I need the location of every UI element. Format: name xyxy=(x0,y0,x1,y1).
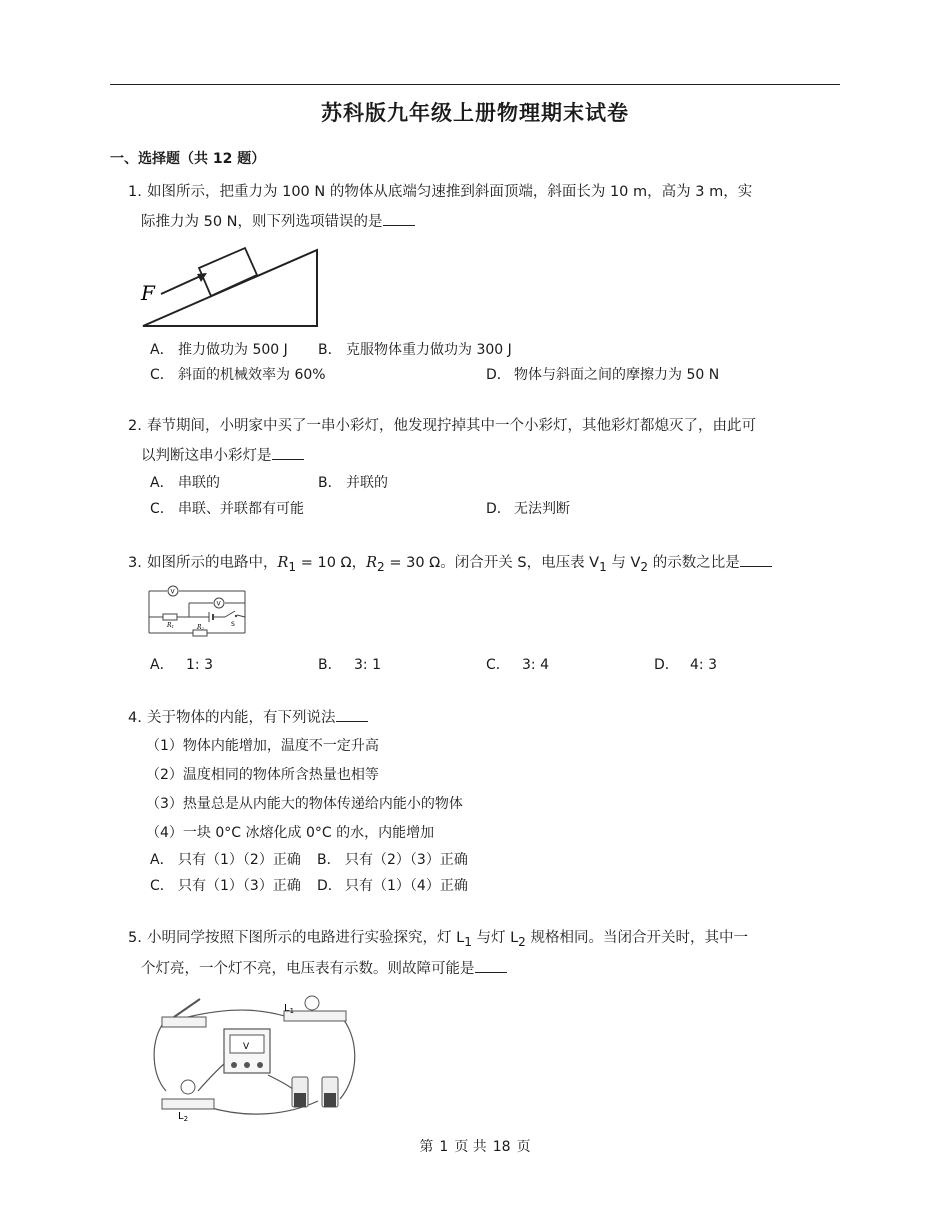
meter-label: V xyxy=(216,600,221,608)
force-label: F xyxy=(141,281,155,305)
answer-blank xyxy=(383,210,415,226)
question-2-line-1 xyxy=(128,415,756,437)
option-letter: D． xyxy=(486,367,511,383)
option-text: 1: 3 xyxy=(186,657,213,673)
question-number: 1. xyxy=(128,184,142,200)
question-text: 以判断这串小彩灯是 xyxy=(141,448,272,464)
question-text: 春节期间，小明家中买了一串小彩灯，他发现拧掉其中一个小彩灯，其他彩灯都熄灭了，由此可 xyxy=(147,418,756,434)
option-a[interactable] xyxy=(150,473,220,493)
option-letter: D． xyxy=(486,501,511,517)
question-text: 个灯亮，一个灯不亮，电压表有示数。则故障可能是 xyxy=(141,961,475,977)
option-text: 只有（1）（3）正确 xyxy=(178,878,301,894)
option-letter: B． xyxy=(318,475,342,491)
option-letter: C． xyxy=(150,367,174,383)
statement-2: （2）温度相同的物体所含热量也相等 xyxy=(146,767,379,783)
terminal-icon xyxy=(257,1062,263,1068)
question-text: 与 V xyxy=(606,555,641,571)
r2-subscript: 2 xyxy=(377,559,385,574)
option-text: 串联的 xyxy=(178,475,220,491)
switch-label: S xyxy=(231,621,235,628)
question-number: 5. xyxy=(128,930,142,946)
header-rule xyxy=(110,84,840,85)
option-letter: B． xyxy=(318,657,342,673)
question-2-line-2 xyxy=(141,444,304,467)
question-number: 4. xyxy=(128,710,142,726)
option-text: 3: 4 xyxy=(522,657,549,673)
option-c[interactable] xyxy=(150,365,326,385)
option-d[interactable] xyxy=(317,876,468,896)
page-footer xyxy=(0,1136,950,1156)
option-b[interactable] xyxy=(318,340,512,360)
question-1-line-1 xyxy=(128,181,752,203)
r1-subscript: 1 xyxy=(288,559,297,574)
option-text: 4: 3 xyxy=(690,657,717,673)
option-b[interactable] xyxy=(318,473,388,493)
option-letter: B． xyxy=(317,852,341,868)
footer-suffix: 页 xyxy=(516,1139,531,1155)
option-letter: C． xyxy=(486,657,510,673)
option-text: 推力做功为 500 J xyxy=(178,342,288,358)
option-text: 无法判断 xyxy=(514,501,570,517)
voltmeter-label: V xyxy=(243,1042,250,1052)
question-text: 。闭合开关 S，电压表 V xyxy=(440,555,600,571)
section-heading: 一、选择题（共 12 题） xyxy=(110,151,266,167)
circuit-diagram-1 xyxy=(147,585,249,641)
question-text: 关于物体的内能，有下列说法 xyxy=(147,710,336,726)
option-letter: A． xyxy=(150,657,174,673)
option-b[interactable] xyxy=(317,850,468,870)
question-number: 3. xyxy=(128,555,142,571)
option-text: 物体与斜面之间的摩擦力为 50 N xyxy=(514,367,720,383)
option-letter: A． xyxy=(150,852,174,868)
question-text: 如图所示的电路中， xyxy=(147,555,278,571)
document-title: 苏科版九年级上册物理期末试卷 xyxy=(321,101,629,125)
question-text: 规格相同。当闭合开关时，其中一 xyxy=(525,930,748,946)
r2-label: R2 xyxy=(197,624,205,631)
answer-blank xyxy=(272,444,304,460)
l1-label: $L_1$ xyxy=(284,1003,295,1015)
question-text: 小明同学按照下图所示的电路进行实验探究，灯 L xyxy=(147,930,465,946)
question-3-line-1 xyxy=(128,551,772,578)
option-letter: C． xyxy=(150,501,174,517)
option-a[interactable] xyxy=(150,340,288,360)
statement-4: （4）一块 0°C 冰熔化成 0°C 的水，内能增加 xyxy=(146,825,435,841)
switch-icon xyxy=(225,611,235,617)
total-pages: 18 xyxy=(492,1139,511,1155)
option-text: 3: 1 xyxy=(354,657,381,673)
current-page: 1 xyxy=(439,1139,449,1155)
question-text: 的示数之比是 xyxy=(648,555,740,571)
footer-prefix: 第 xyxy=(419,1139,434,1155)
question-number: 2. xyxy=(128,418,142,434)
block-on-incline xyxy=(199,248,257,296)
option-letter: B． xyxy=(318,342,342,358)
l1-subscript: 1 xyxy=(464,934,472,949)
option-b[interactable] xyxy=(318,655,381,675)
question-4-line-1 xyxy=(128,706,368,729)
option-text: 串联、并联都有可能 xyxy=(178,501,304,517)
option-letter: D． xyxy=(654,657,679,673)
option-text: 克服物体重力做功为 300 J xyxy=(346,342,512,358)
answer-blank xyxy=(740,551,772,567)
circuit-apparatus-figure xyxy=(148,995,362,1123)
separator: ， xyxy=(351,555,367,571)
option-c[interactable] xyxy=(486,655,549,675)
force-arrow xyxy=(161,274,205,294)
question-text: 如图所示，把重力为 100 N 的物体从底端匀速推到斜面顶端，斜面长为 10 m，高为 3 m，实 xyxy=(147,184,753,200)
statement-1: （1）物体内能增加，温度不一定升高 xyxy=(146,738,379,754)
option-text: 只有（2）（3）正确 xyxy=(345,852,468,868)
option-letter: C． xyxy=(150,878,174,894)
l2-base xyxy=(162,1099,214,1109)
option-letter: A． xyxy=(150,475,174,491)
option-a[interactable] xyxy=(150,655,213,675)
resistor-r1 xyxy=(163,614,177,620)
option-text: 只有（1）（2）正确 xyxy=(178,852,301,868)
answer-blank xyxy=(336,706,368,722)
question-5-line-2 xyxy=(141,957,507,980)
l2-subscript: 2 xyxy=(518,934,526,949)
r1-label: R1 xyxy=(167,622,175,629)
r1-value: = 10 Ω xyxy=(296,555,352,571)
option-c[interactable] xyxy=(150,876,301,896)
question-1-line-2 xyxy=(141,210,415,233)
option-d[interactable] xyxy=(486,499,570,519)
option-d[interactable] xyxy=(654,655,717,675)
option-a[interactable] xyxy=(150,850,301,870)
bulb-l2-icon xyxy=(181,1080,195,1094)
bulb-l1-icon xyxy=(305,996,319,1010)
terminal-icon xyxy=(231,1062,237,1068)
option-c[interactable] xyxy=(150,499,304,519)
r2-symbol: R xyxy=(366,555,378,571)
switch-icon xyxy=(174,999,200,1017)
question-text: 与灯 L xyxy=(471,930,519,946)
option-text: 并联的 xyxy=(346,475,388,491)
footer-middle: 页 共 xyxy=(454,1139,487,1155)
incline-figure xyxy=(135,240,325,332)
option-letter: D． xyxy=(317,878,342,894)
v1-subscript: 1 xyxy=(599,559,607,574)
meter-label: V xyxy=(170,588,175,596)
statement-3: （3）热量总是从内能大的物体传递给内能小的物体 xyxy=(146,796,463,812)
option-letter: A． xyxy=(150,342,174,358)
l2-label: $L_2$ xyxy=(178,1111,189,1123)
terminal-icon xyxy=(244,1062,250,1068)
option-text: 只有（1）（4）正确 xyxy=(345,878,468,894)
r1-symbol: R xyxy=(277,555,289,571)
answer-blank xyxy=(475,957,507,973)
r2-value: = 30 Ω xyxy=(384,555,441,571)
question-5-line-1 xyxy=(128,927,748,953)
switch-base xyxy=(162,1017,206,1027)
question-text: 际推力为 50 N，则下列选项错误的是 xyxy=(141,214,383,230)
option-text: 斜面的机械效率为 60% xyxy=(178,367,326,383)
v2-subscript: 2 xyxy=(640,559,649,574)
option-d[interactable] xyxy=(486,365,719,385)
